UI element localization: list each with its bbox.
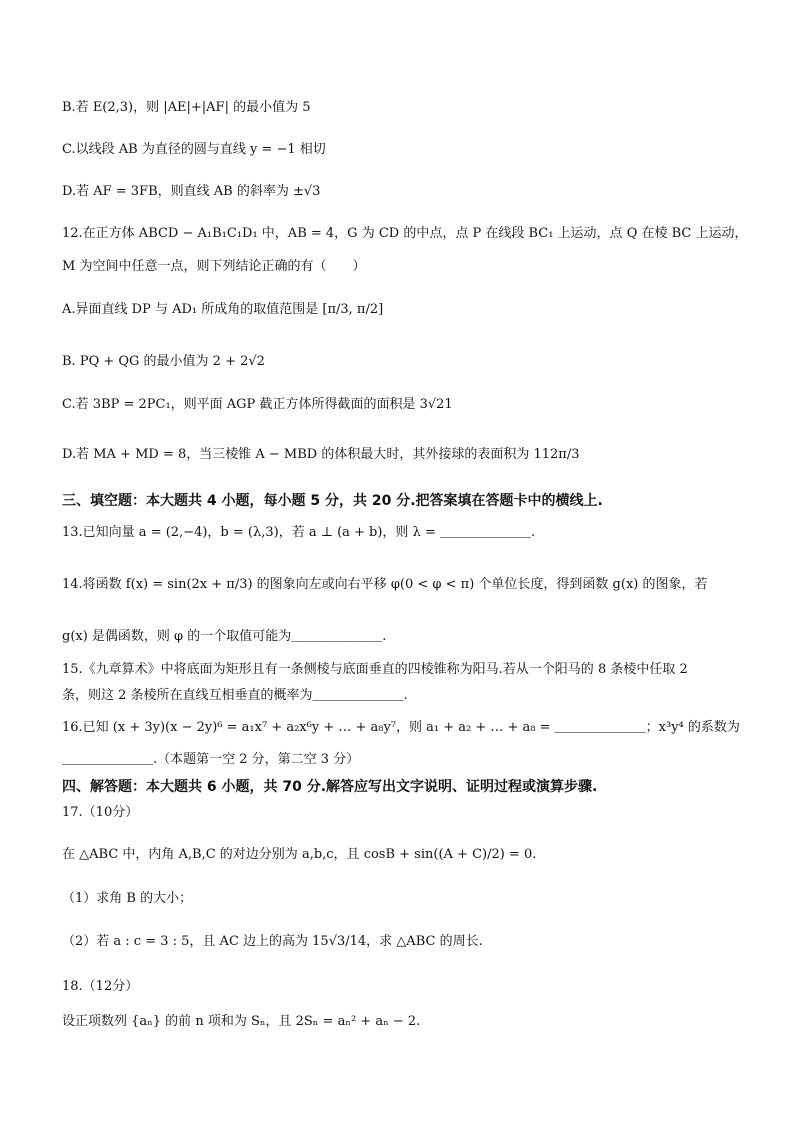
question-12-line-2: M 为空间中任意一点，则下列结论正确的有（ ） <box>62 259 366 274</box>
question-18-header: 18.（12分） <box>62 979 139 994</box>
question-17-header: 17.（10分） <box>62 805 139 820</box>
question-18-stem: 设正项数列 {aₙ} 的前 n 项和为 Sₙ，且 2Sₙ = aₙ² + aₙ − 2. <box>62 1014 421 1029</box>
option-12b: B. PQ + QG 的最小值为 2 + 2√2 <box>62 354 265 369</box>
option-11c: C.以线段 AB 为直径的圆与直线 y = −1 相切 <box>62 142 326 157</box>
question-15-line-2: 条，则这 2 条棱所在直线互相垂直的概率为＿＿＿＿＿＿＿. <box>62 688 408 703</box>
option-11d: D.若 AF = 3FB，则直线 AB 的斜率为 ±√3 <box>62 184 321 199</box>
question-17-part-2: （2）若 a : c = 3 : 5，且 AC 边上的高为 15√3/14，求 △ABC 的周长. <box>62 934 483 949</box>
option-12a: A.异面直线 DP 与 AD₁ 所成角的取值范围是 [π/3, π/2] <box>62 302 384 317</box>
option-11b: B.若 E(2,3)，则 |AE|+|AF| 的最小值为 5 <box>62 100 311 115</box>
question-14-line-1: 14.将函数 f(x) = sin(2x + π/3) 的图象向左或向右平移 φ(0 < φ < π) 个单位长度，得到函数 g(x) 的图象，若 <box>62 577 708 592</box>
section-3-heading: 三、填空题：本大题共 4 小题，每小题 5 分，共 20 分.把答案填在答题卡中的横线上. <box>62 493 603 509</box>
section-4-heading: 四、解答题：本大题共 6 小题，共 70 分.解答应写出文字说明、证明过程或演算步骤. <box>62 779 598 795</box>
option-12c: C.若 3BP = 2PC₁，则平面 AGP 截正方体所得截面的面积是 3√21 <box>62 397 453 412</box>
question-14-line-2: g(x) 是偶函数，则 φ 的一个取值可能为＿＿＿＿＿＿＿. <box>62 629 387 644</box>
question-15-line-1: 15.《九章算术》中将底面为矩形且有一条侧棱与底面垂直的四棱锥称为阳马.若从一个阳马的 8 条棱中任取 2 <box>62 662 688 677</box>
question-17-stem: 在 △ABC 中，内角 A,B,C 的对边分别为 a,b,c，且 cosB + sin((A + C)/2) = 0. <box>62 847 537 862</box>
option-12d: D.若 MA + MD = 8，当三棱锥 A − MBD 的体积最大时，其外接球的表面积为 112π/3 <box>62 447 580 462</box>
question-13: 13.已知向量 a = (2,−4)，b = (λ,3)，若 a ⊥ (a + b)，则 λ = ＿＿＿＿＿＿＿. <box>62 525 536 540</box>
question-17-part-1: （1）求角 B 的大小； <box>62 891 193 906</box>
question-12-line-1: 12.在正方体 ABCD − A₁B₁C₁D₁ 中，AB = 4，G 为 CD 的中点，点 P 在线段 BC₁ 上运动，点 Q 在棱 BC 上运动， <box>62 226 748 241</box>
question-16-line-1: 16.已知 (x + 3y)(x − 2y)⁶ = a₁x⁷ + a₂x⁶y + … + a₈y⁷，则 a₁ + a₂ + … + a₈ = ＿＿＿＿＿＿＿；x³y⁴ 的系数为 <box>62 720 740 735</box>
question-16-line-2: ＿＿＿＿＿＿＿.（本题第一空 2 分，第二空 3 分） <box>62 752 360 767</box>
